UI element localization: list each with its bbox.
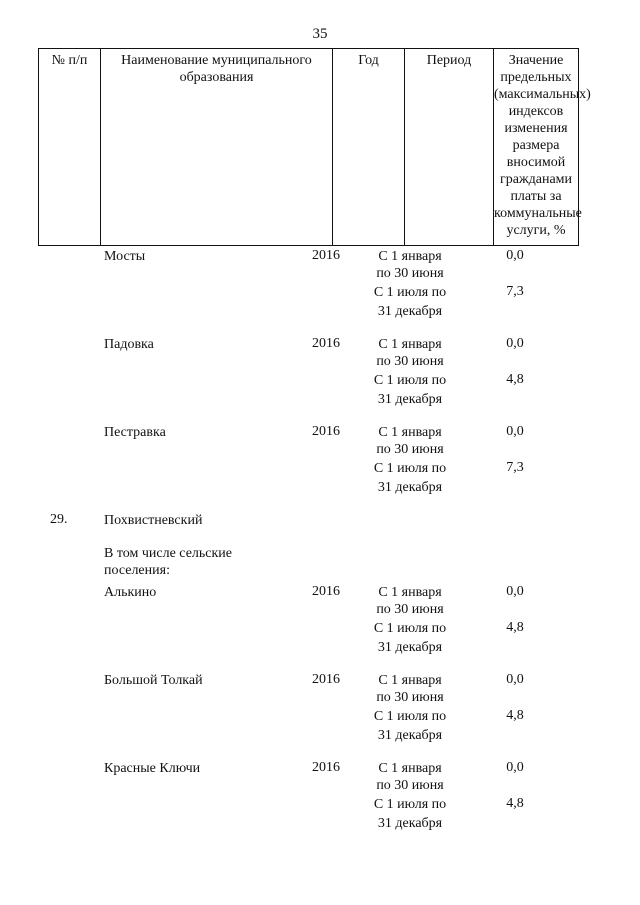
row-name: Алькино	[104, 585, 157, 600]
row-period-2a: С 1 июля по	[373, 797, 447, 812]
row-period-2a: С 1 июля по	[373, 461, 447, 476]
row-name: Пестравка	[104, 425, 166, 440]
row-name: Красные Ключи	[104, 761, 201, 776]
row-value-2: 4,8	[506, 620, 524, 635]
row-name: Падовка	[104, 337, 154, 352]
table-row	[0, 335, 640, 415]
table-row	[0, 247, 640, 327]
row-period-1b: по 30 июня	[376, 602, 444, 617]
row-period-2b: 31 декабря	[377, 304, 443, 319]
page-number: 35	[312, 26, 328, 42]
header-name: Наименование муниципального образования	[101, 49, 333, 245]
row-year: 2016	[312, 672, 340, 687]
row-period-1a: С 1 января	[378, 249, 442, 264]
table-row	[0, 583, 640, 663]
header-period: Период	[405, 49, 494, 245]
row-value-2: 4,8	[506, 372, 524, 387]
header-num: № п/п	[39, 49, 101, 245]
row-period-1b: по 30 июня	[376, 354, 444, 369]
district-subheading: В том числе сельские поселения:	[104, 546, 233, 578]
row-period-2b: 31 декабря	[377, 728, 443, 743]
row-period-1a: С 1 января	[378, 425, 442, 440]
row-year: 2016	[312, 760, 340, 775]
row-period-2a: С 1 июля по	[373, 621, 447, 636]
row-value-1: 0,0	[506, 336, 524, 351]
row-period-1b: по 30 июня	[376, 442, 444, 457]
table-row	[0, 671, 640, 751]
row-period-1a: С 1 января	[378, 761, 442, 776]
header-value: Значение предельных (максимальных) индексов изменения размера вносимой гражданами платы за коммунальные услуги, %	[494, 53, 591, 238]
row-value-2: 4,8	[506, 708, 524, 723]
row-period-1b: по 30 июня	[376, 778, 444, 793]
row-year: 2016	[312, 424, 340, 439]
row-value-2: 4,8	[506, 796, 524, 811]
row-value-2: 7,3	[506, 284, 524, 299]
table-header	[38, 48, 591, 246]
row-year: 2016	[312, 248, 340, 263]
row-period-1a: С 1 января	[378, 673, 442, 688]
row-value-1: 0,0	[506, 672, 524, 687]
table-row	[0, 423, 640, 503]
row-period-2a: С 1 июля по	[373, 709, 447, 724]
row-period-1b: по 30 июня	[376, 690, 444, 705]
row-year: 2016	[312, 584, 340, 599]
row-value-2: 7,3	[506, 460, 524, 475]
row-name: Большой Толкай	[104, 673, 203, 688]
district-name: Похвистневский	[104, 513, 203, 528]
row-period-2b: 31 декабря	[377, 640, 443, 655]
row-period-2a: С 1 июля по	[373, 285, 447, 300]
row-period-2a: С 1 июля по	[373, 373, 447, 388]
row-year: 2016	[312, 336, 340, 351]
row-name: Мосты	[104, 249, 146, 264]
row-period-1a: С 1 января	[378, 585, 442, 600]
row-period-1a: С 1 января	[378, 337, 442, 352]
row-value-1: 0,0	[506, 424, 524, 439]
row-period-2b: 31 декабря	[377, 392, 443, 407]
row-value-1: 0,0	[506, 584, 524, 599]
row-period-2b: 31 декабря	[377, 816, 443, 831]
row-period-1b: по 30 июня	[376, 266, 444, 281]
header-year: Год	[333, 49, 405, 245]
row-value-1: 0,0	[506, 248, 524, 263]
row-value-1: 0,0	[506, 760, 524, 775]
district-num: 29.	[50, 512, 68, 527]
row-period-2b: 31 декабря	[377, 480, 443, 495]
table-row	[0, 759, 640, 839]
